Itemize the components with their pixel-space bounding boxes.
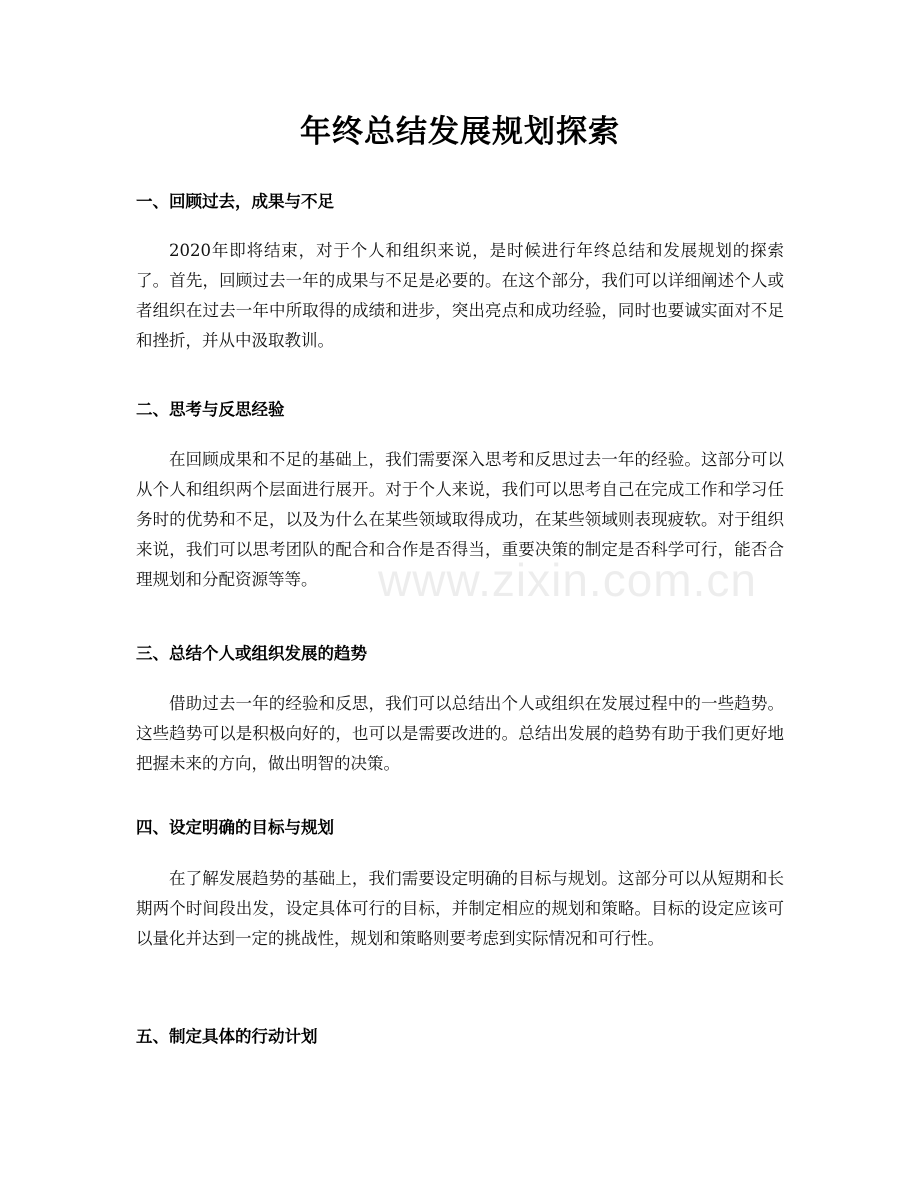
section-heading-5: 五、制定具体的行动计划: [136, 1027, 318, 1046]
section-heading-4: 四、设定明确的目标与规划: [136, 818, 334, 837]
section-paragraph-3: 借助过去一年的经验和反思，我们可以总结出个人或组织在发展过程中的一些趋势。这些趋势可以是积极向好的，也可以是需要改进的。总结出发展的趋势有助于我们更好地把握未来的方向，做出明智的决策。: [136, 694, 784, 773]
page-title: 年终总结发展规划探索: [300, 114, 620, 150]
section-paragraph-4: 在了解发展趋势的基础上，我们需要设定明确的目标与规划。这部分可以从短期和长期两个时间段出发，设定具体可行的目标，并制定相应的规划和策略。目标的设定应该可以量化并达到一定的挑战性，规划和策略则要考虑到实际情况和可行性。: [136, 869, 784, 948]
section-heading-3: 三、总结个人或组织发展的趋势: [136, 644, 367, 663]
section-paragraph-2: 在回顾成果和不足的基础上，我们需要深入思考和反思过去一年的经验。这部分可以从个人和组织两个层面进行展开。对于个人来说，我们可以思考自己在完成工作和学习任务时的优势和不足，以及为什么在某些领域取得成功，在某些领域则表现疲软。对于组织来说，我们可以思考团队的配合和合作是否得当，重要决策的制定是否科学可行，能否合理规划和分配资源等等。: [136, 450, 784, 589]
watermark: www.zixin.com.cn: [378, 554, 757, 606]
section-heading-1: 一、回顾过去，成果与不足: [136, 192, 334, 211]
section-heading-2: 二、思考与反思经验: [136, 400, 285, 419]
section-paragraph-1: 2020年即将结束，对于个人和组织来说，是时候进行年终总结和发展规划的探索了。首先，回顾过去一年的成果与不足是必要的。在这个部分，我们可以详细阐述个人或者组织在过去一年中所取得的成绩和进步，突出亮点和成功经验，同时也要诚实面对不足和挫折，并从中汲取教训。: [136, 241, 784, 350]
